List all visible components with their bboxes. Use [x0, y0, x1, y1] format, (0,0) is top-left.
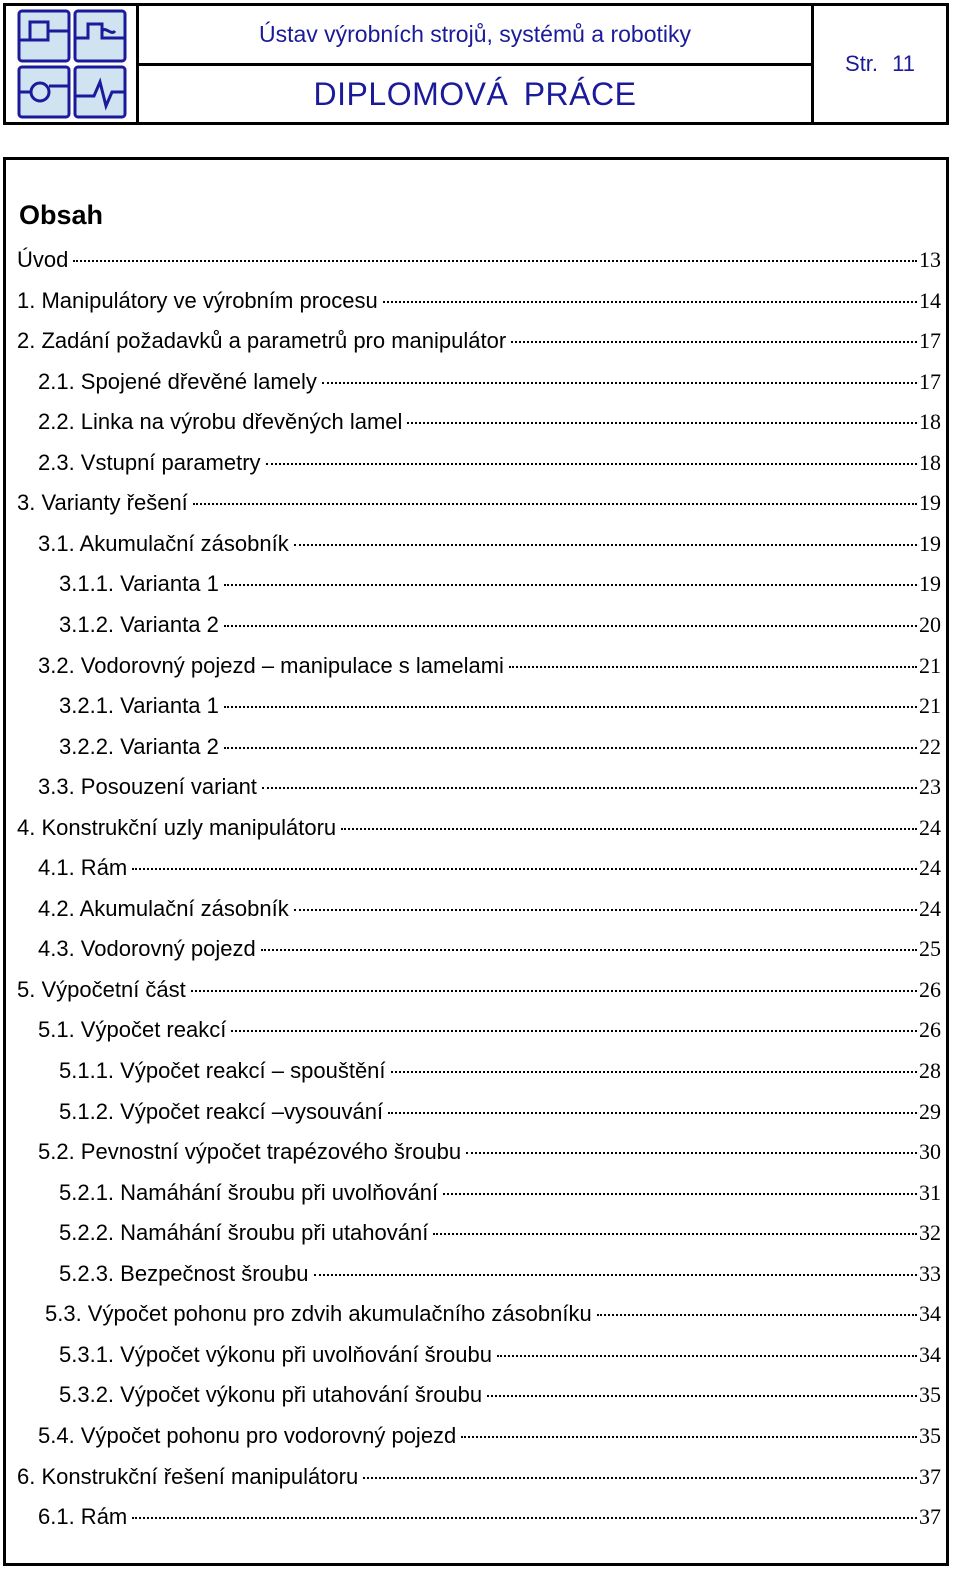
toc-dot-leader	[191, 990, 917, 992]
toc-entry-page: 24	[919, 895, 941, 921]
toc-dot-leader	[314, 1274, 918, 1276]
toc-entry[interactable]	[6, 734, 941, 770]
toc-entry-page: 35	[919, 1382, 941, 1408]
toc-entry[interactable]	[6, 653, 941, 689]
toc-entry[interactable]	[6, 1180, 941, 1216]
toc-entry[interactable]	[6, 855, 941, 891]
toc-entry[interactable]	[6, 693, 941, 729]
toc-entry[interactable]	[6, 1423, 941, 1459]
toc-entry[interactable]	[6, 328, 941, 364]
page-number: Str. 11	[811, 6, 946, 122]
toc-entry-page: 33	[919, 1260, 941, 1286]
toc-entry-title: 5. Výpočetní část	[17, 976, 186, 1002]
toc-dot-leader	[407, 422, 917, 424]
toc-entry-title: 2.2. Linka na výrobu dřevěných lamel	[38, 409, 403, 435]
toc-dot-leader	[224, 706, 917, 708]
toc-dot-leader	[487, 1395, 917, 1397]
toc-entry-page: 35	[919, 1422, 941, 1448]
toc-entry-page: 24	[919, 855, 941, 881]
toc-entry-title: 6. Konstrukční řešení manipulátoru	[17, 1463, 359, 1489]
toc-entry-title: 3.2. Vodorovný pojezd – manipulace s lamelami	[38, 652, 504, 678]
institute-name: Ústav výrobních strojů, systémů a robotiky	[139, 6, 811, 66]
toc-dot-leader	[363, 1477, 917, 1479]
content-frame	[3, 157, 949, 1566]
toc-dot-leader	[261, 949, 917, 951]
toc-dot-leader	[466, 1152, 917, 1154]
toc-entry-title: 5.1.1. Výpočet reakcí – spouštění	[59, 1058, 386, 1083]
toc-title: Obsah	[19, 200, 104, 230]
toc-dot-leader	[511, 341, 917, 343]
toc-entry[interactable]	[6, 1301, 941, 1337]
toc-entry-title: 5.3. Výpočet pohonu pro zdvih akumulačního zásobníku	[45, 1301, 592, 1327]
toc-entry[interactable]	[6, 247, 941, 283]
toc-entry-page: 32	[919, 1220, 941, 1246]
toc-entry-page: 26	[919, 976, 941, 1002]
toc-entry-page: 29	[919, 1098, 941, 1124]
page-header	[3, 3, 949, 125]
toc-entry-page: 34	[919, 1341, 941, 1367]
toc-dot-leader	[322, 382, 917, 384]
toc-entry[interactable]	[6, 450, 941, 486]
toc-entry-title: 2.3. Vstupní parametry	[38, 449, 261, 475]
toc-entry-title: 1. Manipulátory ve výrobním procesu	[17, 287, 378, 313]
toc-entry-title: 6.1. Rám	[38, 1504, 128, 1530]
toc-entry[interactable]	[6, 1382, 941, 1418]
toc-entry[interactable]	[6, 288, 941, 324]
toc-entry[interactable]	[6, 936, 941, 972]
toc-dot-leader	[433, 1233, 917, 1235]
toc-entry-page: 19	[919, 571, 941, 597]
toc-entry[interactable]	[6, 1099, 941, 1135]
toc-entry-page: 30	[919, 1139, 941, 1165]
toc-entry-page: 22	[919, 733, 941, 759]
toc-entry[interactable]	[6, 490, 941, 526]
toc-entry[interactable]	[6, 1504, 941, 1540]
toc-entry[interactable]	[6, 1017, 941, 1053]
toc-dot-leader	[224, 584, 917, 586]
toc-entry-page: 28	[919, 1058, 941, 1083]
toc-entry-title: 5.3.1. Výpočet výkonu při uvolňování šroubu	[59, 1341, 492, 1367]
toc-entry[interactable]	[6, 612, 941, 648]
toc-entry[interactable]	[6, 571, 941, 607]
toc-entry-title: 4.3. Vodorovný pojezd	[38, 936, 256, 962]
toc-dot-leader	[391, 1071, 917, 1073]
toc-dot-leader	[132, 1517, 917, 1519]
toc-entry-title: 5.1.2. Výpočet reakcí –vysouvání	[59, 1098, 384, 1124]
toc-dot-leader	[461, 1436, 917, 1438]
toc-dot-leader	[341, 828, 917, 830]
toc-dot-leader	[294, 544, 917, 546]
toc-entry-page: 18	[919, 409, 941, 435]
thesis-type: DIPLOMOVÁ PRÁCE	[313, 75, 637, 112]
toc-dot-leader	[224, 625, 917, 627]
toc-entry-page: 19	[919, 490, 941, 516]
institute-logo	[6, 6, 139, 122]
toc-entry-title: 3.1.1. Varianta 1	[59, 571, 219, 597]
toc-entry-page: 24	[919, 814, 941, 840]
toc-entry-page: 20	[919, 611, 941, 637]
toc-entry-page: 34	[919, 1301, 941, 1327]
toc-entry-page: 19	[919, 530, 941, 556]
toc-entry-title: 4.1. Rám	[38, 855, 128, 881]
toc-entry-title: 5.1. Výpočet reakcí	[38, 1017, 227, 1043]
toc-dot-leader	[443, 1193, 917, 1195]
toc-entry-page: 25	[919, 936, 941, 962]
toc-entry[interactable]	[6, 774, 941, 810]
toc-entry[interactable]	[6, 531, 941, 567]
toc-dot-leader	[262, 787, 917, 789]
toc-entry[interactable]	[6, 1139, 941, 1175]
toc-entry-page: 14	[919, 287, 941, 313]
toc-entry-title: 5.4. Výpočet pohonu pro vodorovný pojezd	[38, 1422, 457, 1448]
toc-entry-page: 17	[919, 368, 941, 394]
toc-dot-leader	[73, 260, 917, 262]
toc-entry-page: 13	[919, 247, 941, 272]
toc-entry[interactable]	[6, 369, 941, 405]
toc-dot-leader	[597, 1314, 917, 1316]
toc-entry-page: 21	[919, 693, 941, 719]
toc-entry-title: 5.2. Pevnostní výpočet trapézového šroubu	[38, 1139, 462, 1165]
toc-entry-title: 5.3.2. Výpočet výkonu při utahování šroubu	[59, 1382, 483, 1408]
toc-entry-title: Úvod	[17, 247, 69, 272]
toc-entry[interactable]	[6, 1342, 941, 1378]
toc-entry-page: 18	[919, 449, 941, 475]
toc-entry-title: 3.2.1. Varianta 1	[59, 693, 219, 719]
toc-dot-leader	[231, 1030, 917, 1032]
institute-logo-icon	[16, 8, 128, 120]
toc-entry-title: 2. Zadání požadavků a parametrů pro manipulátor	[17, 328, 507, 354]
toc-entry-title: 3.1. Akumulační zásobník	[38, 530, 289, 556]
toc-dot-leader	[497, 1355, 917, 1357]
toc-entry-title: 3.3. Posouzení variant	[38, 774, 257, 800]
toc-entry-title: 3.1.2. Varianta 2	[59, 611, 219, 637]
toc-dot-leader	[224, 747, 917, 749]
toc-entry-page: 17	[919, 328, 941, 354]
toc-entry-title: 3.2.2. Varianta 2	[59, 733, 219, 759]
toc-entry-title: 3. Varianty řešení	[17, 490, 188, 516]
toc-entry-title: 4. Konstrukční uzly manipulátoru	[17, 814, 337, 840]
toc-entry-page: 37	[919, 1463, 941, 1489]
toc-dot-leader	[132, 868, 917, 870]
toc-entry-page: 37	[919, 1504, 941, 1530]
toc-entry[interactable]	[6, 1464, 941, 1500]
toc-entry-title: 5.2.3. Bezpečnost šroubu	[59, 1260, 309, 1286]
toc-entry-page: 26	[919, 1017, 941, 1043]
toc-entry-title: 5.2.2. Namáhání šroubu při utahování	[59, 1220, 429, 1246]
toc-dot-leader	[266, 463, 917, 465]
toc-dot-leader	[383, 301, 917, 303]
toc-dot-leader	[294, 909, 917, 911]
toc-entry[interactable]	[6, 896, 941, 932]
toc-entry[interactable]	[6, 409, 941, 445]
toc-entry[interactable]	[6, 1058, 941, 1094]
toc-entry-title: 4.2. Akumulační zásobník	[38, 895, 289, 921]
toc-entry[interactable]	[6, 977, 941, 1013]
toc-entry[interactable]	[6, 1261, 941, 1297]
toc-entry[interactable]	[6, 1220, 941, 1256]
toc-entry-title: 2.1. Spojené dřevěné lamely	[38, 368, 317, 394]
toc-entry-page: 21	[919, 652, 941, 678]
toc-entry-page: 31	[919, 1179, 941, 1205]
toc-entry[interactable]	[6, 815, 941, 851]
toc-entry-title: 5.2.1. Namáhání šroubu při uvolňování	[59, 1179, 439, 1205]
toc-dot-leader	[193, 503, 917, 505]
toc-entry-page: 23	[919, 774, 941, 800]
toc-dot-leader	[388, 1112, 917, 1114]
toc-dot-leader	[509, 666, 917, 668]
